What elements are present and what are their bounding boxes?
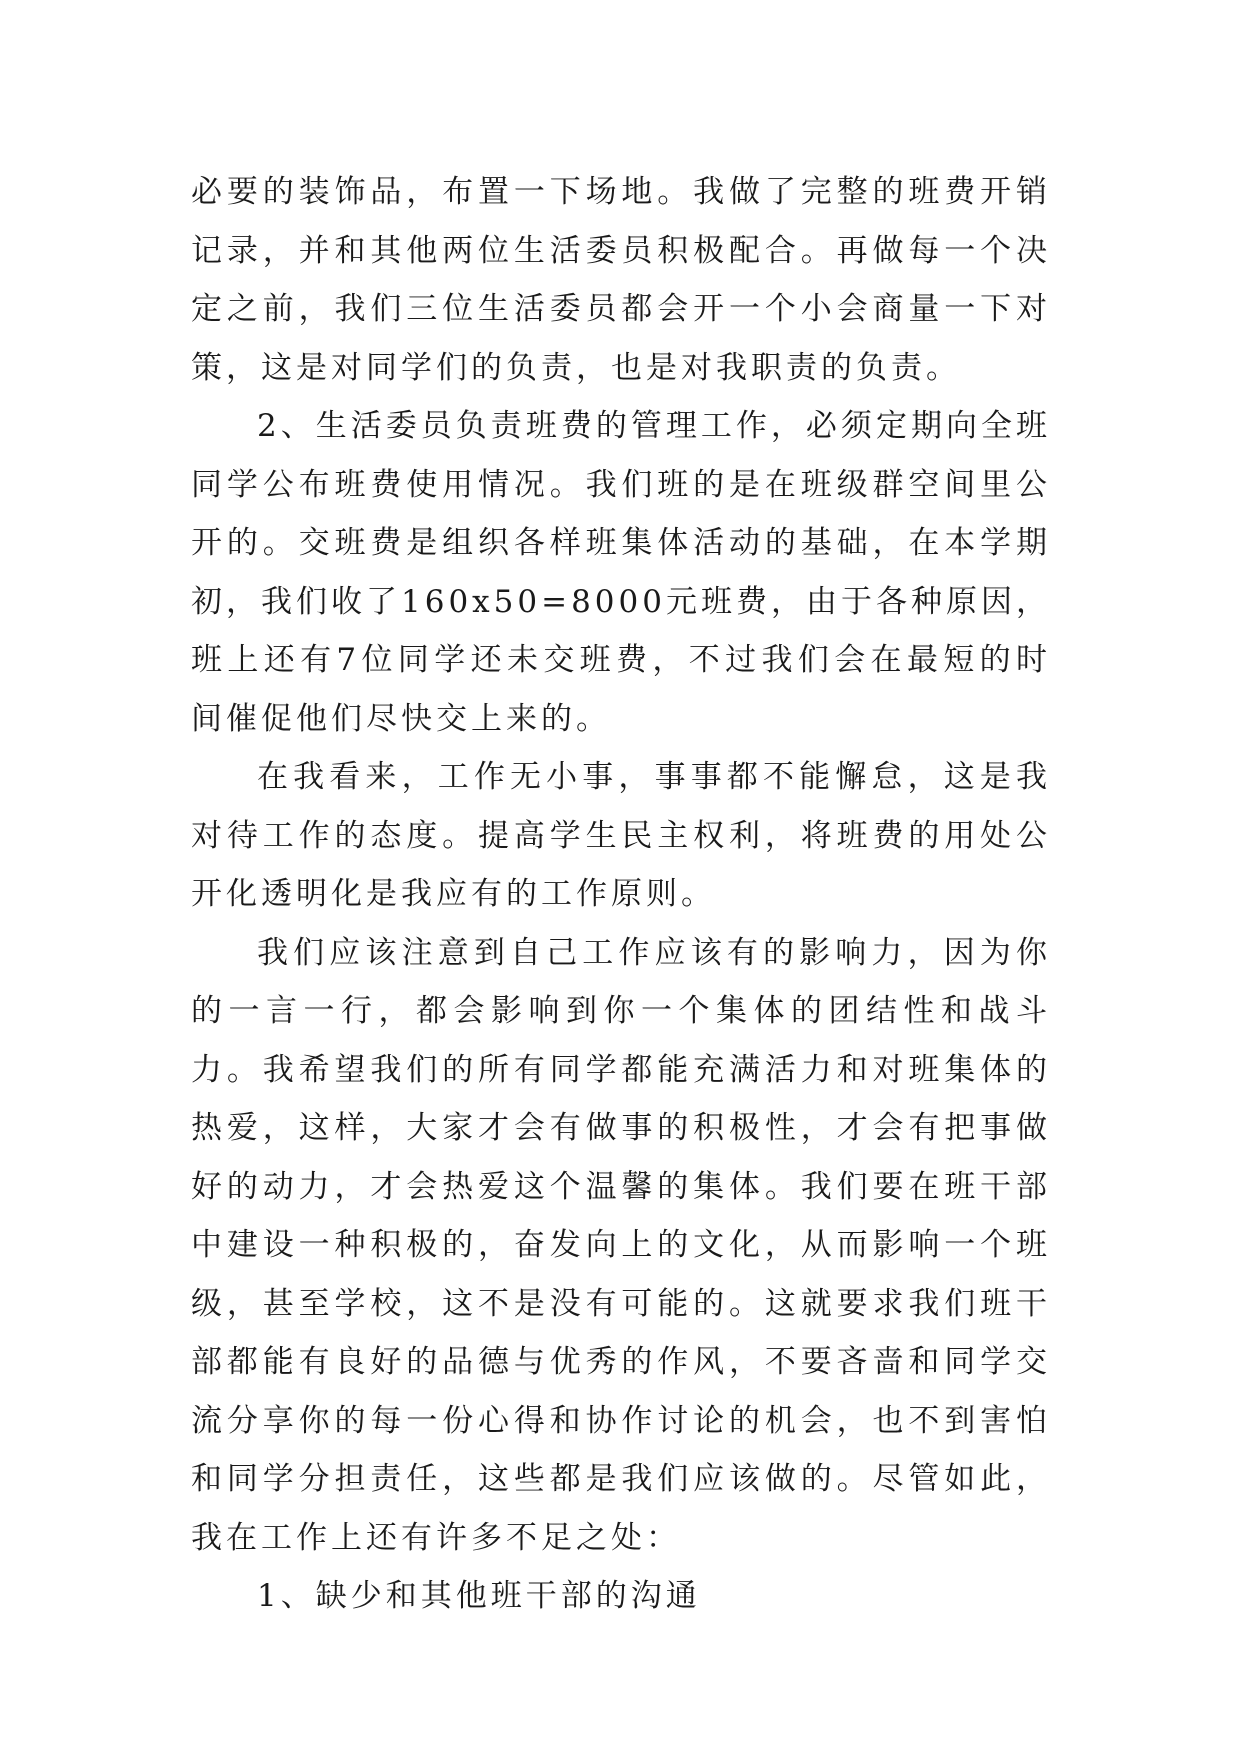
paragraph-work-attitude: 在我看来，工作无小事，事事都不能懈怠，这是我对待工作的态度。提高学生民主权利，将班费的用处公开化透明化是我应有的工作原则。 xyxy=(191,759,1051,912)
document-body xyxy=(191,163,1051,1626)
paragraph-decoration-and-budget: 必要的装饰品，布置一下场地。我做了完整的班费开销记录，并和其他两位生活委员积极配合。再做每一个决定之前，我们三位生活委员都会开一个小会商量一下对策，这是对同学们的负责，也是对我职责的负责。 xyxy=(191,174,1051,386)
list-item-shortcoming-1: 1、缺少和其他班干部的沟通 xyxy=(257,1578,701,1614)
paragraph-class-fee-management: 2、生活委员负责班费的管理工作，必须定期向全班同学公布班费使用情况。我们班的是在班级群空间里公开的。交班费是组织各样班集体活动的基础，在本学期初，我们收了160x50=8000元班费，由于各种原因，班上还有7位同学还未交班费，不过我们会在最短的时间催促他们尽快交上来的。 xyxy=(191,408,1051,737)
paragraph-influence-and-collective: 我们应该注意到自己工作应该有的影响力，因为你的一言一行，都会影响到你一个集体的团结性和战斗力。我希望我们的所有同学都能充满活力和对班集体的热爱，这样，大家才会有做事的积极性，才会有把事做好的动力，才会热爱这个温馨的集体。我们要在班干部中建设一种积极的，奋发向上的文化，从而影响一个班级，甚至学校，这不是没有可能的。这就要求我们班干部都能有良好的品德与优秀的作风，不要吝啬和同学交流分享你的每一份心得和协作讨论的机会，也不到害怕和同学分担责任，这些都是我们应该做的。尽管如此，我在工作上还有许多不足之处： xyxy=(191,934,1051,1556)
